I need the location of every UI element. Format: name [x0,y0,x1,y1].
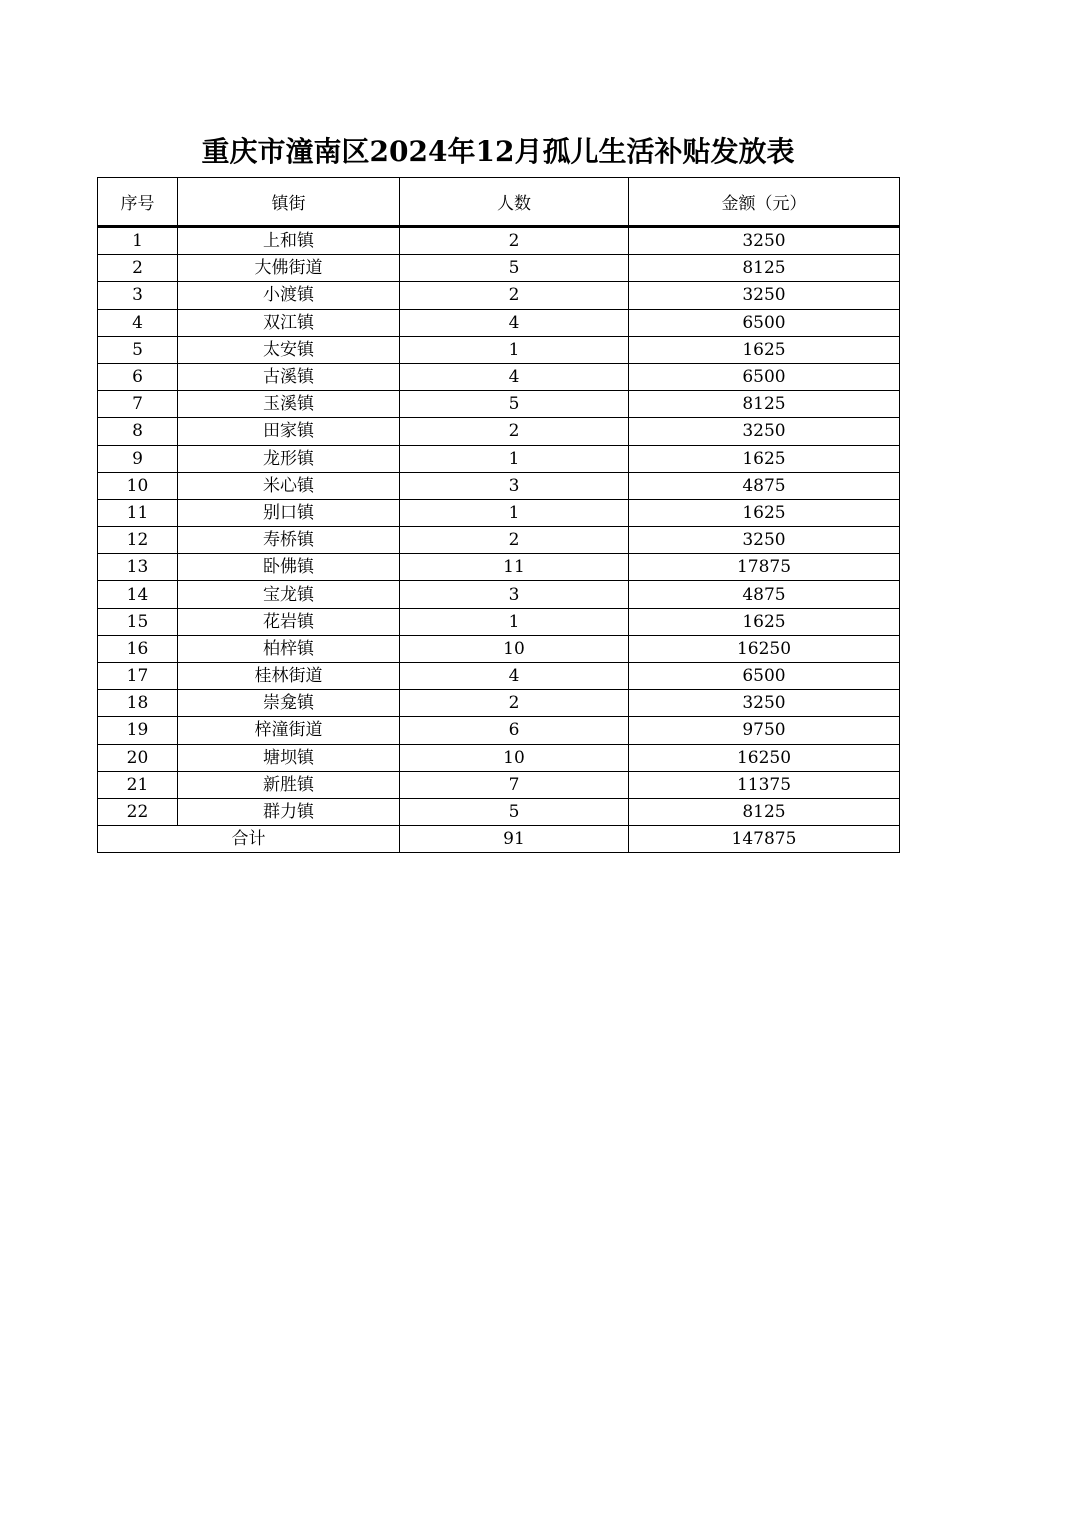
table-row [98,391,900,418]
cell-amount: 3250 [629,282,900,309]
cell-index: 8 [98,418,178,445]
total-count: 91 [400,826,629,853]
cell-town: 别口镇 [178,499,400,526]
cell-count: 4 [400,363,629,390]
page-title: 重庆市潼南区2024年12月孤儿生活补贴发放表 [201,135,795,168]
cell-count: 2 [400,527,629,554]
cell-index: 9 [98,445,178,472]
cell-index: 14 [98,581,178,608]
cell-count: 5 [400,798,629,825]
table-row [98,472,900,499]
table-body [98,227,900,826]
cell-amount: 17875 [629,554,900,581]
table-row [98,527,900,554]
cell-amount: 16250 [629,635,900,662]
cell-count: 11 [400,554,629,581]
table-row [98,771,900,798]
cell-town: 桂林街道 [178,663,400,690]
total-label: 合计 [98,826,400,853]
cell-town: 梓潼街道 [178,717,400,744]
cell-town: 宝龙镇 [178,581,400,608]
table-row [98,445,900,472]
cell-index: 6 [98,363,178,390]
cell-town: 群力镇 [178,798,400,825]
cell-index: 12 [98,527,178,554]
cell-amount: 1625 [629,608,900,635]
table-row [98,554,900,581]
cell-town: 双江镇 [178,309,400,336]
cell-index: 21 [98,771,178,798]
cell-count: 10 [400,744,629,771]
table-footer [98,826,900,853]
cell-count: 7 [400,771,629,798]
table-row [98,635,900,662]
cell-town: 新胜镇 [178,771,400,798]
cell-count: 1 [400,608,629,635]
cell-amount: 1625 [629,336,900,363]
cell-amount: 1625 [629,445,900,472]
cell-index: 19 [98,717,178,744]
header-row [98,178,900,227]
header-town: 镇街 [178,178,400,227]
cell-index: 20 [98,744,178,771]
cell-count: 3 [400,472,629,499]
cell-index: 5 [98,336,178,363]
table-row [98,744,900,771]
cell-town: 花岩镇 [178,608,400,635]
cell-town: 柏梓镇 [178,635,400,662]
subsidy-table [97,177,900,853]
table-header [98,178,900,227]
table-row [98,363,900,390]
table-row [98,581,900,608]
cell-amount: 6500 [629,663,900,690]
cell-amount: 16250 [629,744,900,771]
table-row [98,255,900,282]
cell-town: 田家镇 [178,418,400,445]
cell-count: 2 [400,227,629,255]
cell-amount: 8125 [629,798,900,825]
cell-town: 龙形镇 [178,445,400,472]
cell-count: 2 [400,282,629,309]
header-count: 人数 [400,178,629,227]
cell-index: 10 [98,472,178,499]
table-row [98,227,900,255]
cell-amount: 4875 [629,581,900,608]
cell-index: 4 [98,309,178,336]
cell-amount: 6500 [629,363,900,390]
cell-amount: 11375 [629,771,900,798]
cell-count: 1 [400,336,629,363]
cell-town: 古溪镇 [178,363,400,390]
cell-count: 2 [400,690,629,717]
table-row [98,282,900,309]
cell-town: 玉溪镇 [178,391,400,418]
cell-index: 18 [98,690,178,717]
table-row [98,717,900,744]
table-row [98,418,900,445]
total-amount: 147875 [629,826,900,853]
cell-town: 上和镇 [178,227,400,255]
cell-town: 崇龛镇 [178,690,400,717]
cell-town: 寿桥镇 [178,527,400,554]
header-amount: 金额（元） [629,178,900,227]
cell-index: 1 [98,227,178,255]
cell-amount: 6500 [629,309,900,336]
total-row [98,826,900,853]
cell-amount: 3250 [629,227,900,255]
cell-index: 2 [98,255,178,282]
table-row [98,499,900,526]
cell-index: 16 [98,635,178,662]
cell-count: 1 [400,445,629,472]
cell-town: 塘坝镇 [178,744,400,771]
table-row [98,608,900,635]
cell-count: 5 [400,391,629,418]
cell-town: 太安镇 [178,336,400,363]
cell-count: 4 [400,663,629,690]
cell-index: 22 [98,798,178,825]
table-row [98,798,900,825]
cell-amount: 3250 [629,418,900,445]
cell-count: 2 [400,418,629,445]
cell-amount: 4875 [629,472,900,499]
cell-count: 3 [400,581,629,608]
cell-index: 11 [98,499,178,526]
cell-amount: 3250 [629,527,900,554]
cell-count: 1 [400,499,629,526]
cell-index: 17 [98,663,178,690]
cell-town: 米心镇 [178,472,400,499]
cell-count: 4 [400,309,629,336]
cell-amount: 3250 [629,690,900,717]
cell-index: 3 [98,282,178,309]
cell-count: 10 [400,635,629,662]
cell-amount: 1625 [629,499,900,526]
table-row [98,309,900,336]
cell-index: 7 [98,391,178,418]
table-row [98,336,900,363]
cell-amount: 8125 [629,255,900,282]
cell-index: 13 [98,554,178,581]
header-index: 序号 [98,178,178,227]
table-row [98,690,900,717]
cell-index: 15 [98,608,178,635]
cell-count: 6 [400,717,629,744]
cell-town: 小渡镇 [178,282,400,309]
cell-amount: 9750 [629,717,900,744]
table-row [98,663,900,690]
cell-count: 5 [400,255,629,282]
cell-town: 大佛街道 [178,255,400,282]
cell-amount: 8125 [629,391,900,418]
cell-town: 卧佛镇 [178,554,400,581]
